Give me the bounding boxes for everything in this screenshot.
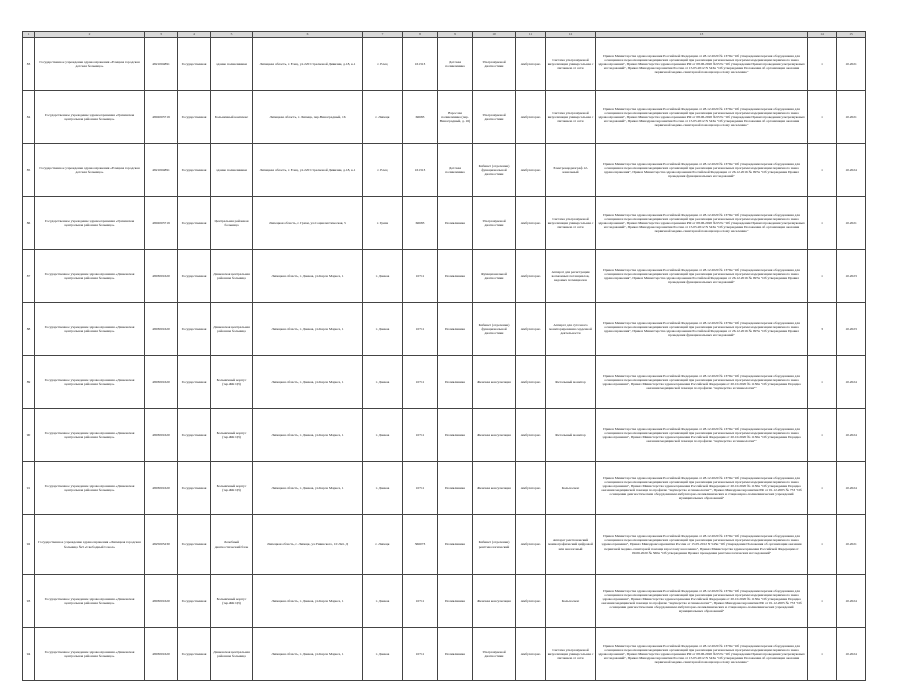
row-number-cell[interactable]: 84 (23, 91, 35, 144)
address-cell[interactable]: Липецкая область, г. Грязи, ул.Социалистическая, 5 (253, 197, 363, 250)
equipment-cell[interactable]: Электрокардиограф 12-канальный (546, 144, 596, 197)
unit-cell[interactable]: Женская консультация (473, 462, 516, 515)
city-cell[interactable]: г. Данков (363, 356, 403, 409)
quantity-cell[interactable]: 1 (808, 144, 837, 197)
city-cell[interactable]: г. Елец (363, 38, 403, 91)
row-number-cell[interactable]: 92 (23, 515, 35, 575)
inn-cell[interactable]: 4821004891 (145, 38, 178, 91)
row-number-cell[interactable]: 90 (23, 409, 35, 462)
row-number-cell[interactable]: 91 (23, 462, 35, 515)
organization-cell[interactable]: Государственное учреждение здравоохранения «Липецкая городская больница №3 «Свободный Сокол» (35, 515, 145, 575)
ownership-cell[interactable]: Государственная (178, 38, 211, 91)
regulation-cell[interactable]: Приказ Министерства здравоохранения Российской Федерации от 28.12.2020 № 1379н "Об утверждении перечня оборудования для оснащения и переоснащения медицинских организаций при реализации региональных программ модернизации первичного звена здравоохранения", Приказ Министерства здравоохранения РФ от 08.06.2020 №557н "Об утверждении Правил проведения ультразвуковых исследований", Приказ Минздравсоцразвития России от 15.05.2012 N 543н "Об утверждении Положения об организации оказания первичной медико-санитарной помощи взрослому населению" (596, 628, 808, 681)
city-cell[interactable]: г. Данков (363, 409, 403, 462)
column-header[interactable]: 14 (808, 32, 837, 38)
organization-cell[interactable]: Государственное учреждение здравоохранения «Елецкая городская детская больница» (35, 38, 145, 91)
city-cell[interactable]: г. Грязи (363, 197, 403, 250)
facility-type-cell[interactable]: Поликлиника (438, 303, 473, 356)
inn-cell[interactable]: 4803001620 (145, 303, 178, 356)
organization-cell[interactable]: Государственное учреждение здравоохранения «Данковская центральная районная больница» (35, 409, 145, 462)
code-cell[interactable]: 66683 (403, 197, 438, 250)
care-mode-cell[interactable]: Амбулаторно (516, 515, 546, 575)
table-row (23, 197, 866, 250)
facility-type-cell[interactable]: Взрослая поликлиника (пер. Виноградный, д. 16) (438, 91, 473, 144)
quantity-cell[interactable]: 3 (808, 303, 837, 356)
organization-cell[interactable]: Государственное учреждение здравоохранения «Данковская центральная районная больница» (35, 250, 145, 303)
inn-cell[interactable]: 4803001620 (145, 409, 178, 462)
table-row (23, 409, 866, 462)
regulation-cell[interactable]: Приказ Министерства здравоохранения Российской Федерации от 28.12.2020 № 1379н "Об утверждении перечня оборудования для оснащения и переоснащения медицинских организаций при реализации региональных программ модернизации первичного звена здравоохранения", Приказ Министерства здравоохранения РФ от 08.06.2020 №557н "Об утверждении Правил проведения ультразвуковых исследований", Приказ Минздравсоцразвития России от 15.05.2012 N 543н "Об утверждении Положения об организации оказания первичной медико-санитарной помощи взрослому населению" (596, 91, 808, 144)
code-cell[interactable]: 10711 (403, 628, 438, 681)
facility-type-cell[interactable]: Поликлиника (438, 515, 473, 575)
unit-cell[interactable]: Женская консультация (473, 409, 516, 462)
code-cell[interactable]: 366073 (403, 515, 438, 575)
code-cell[interactable]: 10711 (403, 462, 438, 515)
unit-cell[interactable]: Ультразвуковой диагностики (473, 91, 516, 144)
address-cell[interactable]: Липецкая область, г. Данков, ул.Карла Маркса, 1 (253, 575, 363, 628)
ownership-cell[interactable]: Государственная (178, 515, 211, 575)
building-cell[interactable]: Центральная районная больница (211, 197, 253, 250)
city-cell[interactable]: г. Данков (363, 575, 403, 628)
regulation-cell[interactable]: Приказ Министерства здравоохранения Российской Федерации от 28.12.2020 № 1379н "Об утверждении перечня оборудования для оснащения и переоснащения медицинских организаций при реализации региональных программ модернизации первичного звена здравоохранения", Приказ Министерства здравоохранения РФ от 08.06.2020 №557н "Об утверждении Правил проведения ультразвуковых исследований", Приказ Минздравсоцразвития России от 15.05.2012 N 543н "Об утверждении Положения об организации оказания первичной медико-санитарной помощи взрослому населению" (596, 38, 808, 91)
equipment-cell[interactable]: Аппарат для суточного мониторирования сердечной деятельности (546, 303, 596, 356)
unit-cell[interactable]: Ультразвуковой диагностики (473, 38, 516, 91)
city-cell[interactable]: г. Липецк (363, 515, 403, 575)
spreadsheet (22, 31, 866, 681)
facility-type-cell[interactable]: Детская поликлиника (438, 144, 473, 197)
inn-cell[interactable]: 4802003719 (145, 91, 178, 144)
organization-cell[interactable]: Государственное учреждение здравоохранения «Грязинская центральная районная больница» (35, 91, 145, 144)
date-cell[interactable]: 10.2023 (837, 250, 866, 303)
city-cell[interactable]: г. Липецк (363, 91, 403, 144)
care-mode-cell[interactable]: Амбулаторно (516, 628, 546, 681)
building-cell[interactable]: Больничный корпус (тер.ЖК ЦЗ) (211, 575, 253, 628)
address-cell[interactable]: Липецкая область, г. Данков, ул.Карла Маркса, 1 (253, 250, 363, 303)
inn-cell[interactable]: 4803001620 (145, 575, 178, 628)
regulation-cell[interactable]: Приказ Министерства здравоохранения Российской Федерации от 28.12.2020 № 1379н "Об утверждении перечня оборудования для оснащения и переоснащения медицинских организаций при реализации региональных программ модернизации первичного звена здравоохранения", Приказ Министерства здравоохранения Российской Федерации от 20.10.2020 № 1130н "Об утверждении Порядка оказания медицинской помощи по профилю "акушерство и гинекология"", Приказ Минздравсоцразвития РФ от 01.12.2005 № 753 "Об оснащении диагностическим оборудованием амбулаторно-поликлинических и стационарно-поликлинических учреждений муниципальных образований" (596, 462, 808, 515)
column-header[interactable]: 12 (546, 32, 596, 38)
ownership-cell[interactable]: Государственная (178, 250, 211, 303)
ownership-cell[interactable]: Государственная (178, 144, 211, 197)
table-row (23, 515, 866, 575)
row-number-cell[interactable]: 87 (23, 250, 35, 303)
code-cell[interactable]: 10711 (403, 250, 438, 303)
address-cell[interactable]: Липецкая область, г. Данков, ул.Карла Маркса, 1 (253, 628, 363, 681)
ownership-cell[interactable]: Государственная (178, 91, 211, 144)
date-cell[interactable]: 10.2021 (837, 38, 866, 91)
equipment-cell[interactable]: Система ультразвуковой визуализации универсальная с питанием от сети (546, 628, 596, 681)
table-row (23, 303, 866, 356)
facility-type-cell[interactable]: Детская поликлиника (438, 38, 473, 91)
building-cell[interactable]: здание поликлиники (211, 144, 253, 197)
regulation-cell[interactable]: Приказ Министерства здравоохранения Российской Федерации от 28.12.2020 № 1379н "Об утверждении перечня оборудования для оснащения и переоснащения медицинских организаций при реализации региональных программ модернизации первичного звена здравоохранения", Приказ Минздравсоцразвития России от 15.05.2012 N 543н "Об утверждении Положения об организации оказания первичной медико-санитарной помощи взрослому населению", Приказ Министерства здравоохранения Российской Федерации от 09.06.2020 № 560н "Об утверждении Правил проведения рентгенологических исследований" (596, 515, 808, 575)
column-header[interactable]: 9 (438, 32, 473, 38)
ownership-cell[interactable]: Государственная (178, 575, 211, 628)
care-mode-cell[interactable]: Амбулаторно (516, 38, 546, 91)
code-cell[interactable]: 161313 (403, 144, 438, 197)
regulation-cell[interactable]: Приказ Министерства здравоохранения Российской Федерации от 28.12.2020 № 1379н "Об утверждении перечня оборудования для оснащения и переоснащения медицинских организаций при реализации региональных программ модернизации первичного звена здравоохранения", Приказ Министерства здравоохранения Российской Федерации от 20.10.2020 № 1130н "Об утверждении Порядка оказания медицинской помощи по профилю "акушерство и гинекология"" (596, 409, 808, 462)
unit-cell[interactable]: Кабинет (отделение) функциональной диагностики (473, 303, 516, 356)
table-row (23, 462, 866, 515)
code-cell[interactable]: 10711 (403, 303, 438, 356)
ownership-cell[interactable]: Государственная (178, 462, 211, 515)
regulation-cell[interactable]: Приказ Министерства здравоохранения Российской Федерации от 28.12.2020 № 1379н "Об утверждении перечня оборудования для оснащения и переоснащения медицинских организаций при реализации региональных программ модернизации первичного звена здравоохранения", Приказ Министерства здравоохранения Российской Федерации от 20.10.2020 № 1130н "Об утверждении Порядка оказания медицинской помощи по профилю "акушерство и гинекология"" (596, 356, 808, 409)
equipment-cell[interactable]: Система ультразвуковой визуализации универсальная с питанием от сети (546, 197, 596, 250)
organization-cell[interactable]: Государственное учреждение здравоохранения «Данковская центральная районная больница» (35, 575, 145, 628)
organization-cell[interactable]: Государственное учреждение здравоохранения «Данковская центральная районная больница» (35, 628, 145, 681)
table-row (23, 144, 866, 197)
city-cell[interactable]: г. Данков (363, 628, 403, 681)
organization-cell[interactable]: Государственное учреждение здравоохранения «Данковская центральная районная больница» (35, 303, 145, 356)
equipment-cell[interactable]: Система ультразвуковой визуализации универсальная с питанием от сети (546, 38, 596, 91)
organization-cell[interactable]: Государственное учреждение здравоохранения «Грязинская центральная районная больница» (35, 197, 145, 250)
quantity-cell[interactable]: 1 (808, 575, 837, 628)
column-header[interactable]: 5 (211, 32, 253, 38)
inn-cell[interactable]: 4821004891 (145, 144, 178, 197)
column-header[interactable]: 1 (23, 32, 35, 38)
address-cell[interactable]: Липецкая область, г. Липецк, ул.Ушинского, 10 Лит. Д (253, 515, 363, 575)
ownership-cell[interactable]: Государственная (178, 197, 211, 250)
care-mode-cell[interactable]: Амбулаторно (516, 144, 546, 197)
organization-cell[interactable]: Государственное учреждение здравоохранения «Данковская центральная районная больница» (35, 462, 145, 515)
equipment-cell[interactable]: Кольпоскоп (546, 462, 596, 515)
ownership-cell[interactable]: Государственная (178, 356, 211, 409)
quantity-cell[interactable]: 1 (808, 628, 837, 681)
code-cell[interactable]: 66683 (403, 91, 438, 144)
city-cell[interactable]: г. Елец (363, 144, 403, 197)
ownership-cell[interactable]: Государственная (178, 409, 211, 462)
building-cell[interactable]: Данковская центральная районная больница (211, 628, 253, 681)
address-cell[interactable]: Липецкая область, г. Данков, ул.Карла Маркса, 1 (253, 356, 363, 409)
date-cell[interactable]: 10.2024 (837, 575, 866, 628)
quantity-cell[interactable]: 1 (808, 356, 837, 409)
table-row (23, 250, 866, 303)
organization-cell[interactable]: Государственное учреждение здравоохранения «Елецкая городская детская больница» (35, 144, 145, 197)
equipment-cell[interactable]: Фетальный монитор (546, 409, 596, 462)
code-cell[interactable]: 10711 (403, 409, 438, 462)
unit-cell[interactable]: Ультразвуковой диагностики (473, 628, 516, 681)
column-header[interactable]: 2 (35, 32, 145, 38)
care-mode-cell[interactable]: Амбулаторно (516, 91, 546, 144)
unit-cell[interactable]: Кабинет (отделение) функциональной диагностики (473, 144, 516, 197)
address-cell[interactable]: Липецкая область, г. Липецк, пер.Виноградный, 16 (253, 91, 363, 144)
inn-cell[interactable]: 4825005230 (145, 515, 178, 575)
inn-cell[interactable]: 4803001620 (145, 628, 178, 681)
facility-type-cell[interactable]: Поликлиника (438, 197, 473, 250)
table-row (23, 91, 866, 144)
city-cell[interactable]: г. Данков (363, 462, 403, 515)
building-cell[interactable]: Данковская центральная районная больница (211, 303, 253, 356)
regulation-cell[interactable]: Приказ Министерства здравоохранения Российской Федерации от 28.12.2020 № 1379н "Об утверждении перечня оборудования для оснащения и переоснащения медицинских организаций при реализации региональных программ модернизации первичного звена здравоохранения", Приказ Министерства здравоохранения Российской Федерации от 26.12.2016 № 997н "Об утверждении Правил проведения функциональных исследований" (596, 250, 808, 303)
row-number-cell[interactable]: 93 (23, 575, 35, 628)
quantity-cell[interactable]: 1 (808, 91, 837, 144)
building-cell[interactable]: Лечебный диагностический блок (211, 515, 253, 575)
quantity-cell[interactable]: 1 (808, 409, 837, 462)
building-cell[interactable]: Больничный корпус (тер.ЖК ЦЗ) (211, 462, 253, 515)
code-cell[interactable]: 10711 (403, 356, 438, 409)
regulation-cell[interactable]: Приказ Министерства здравоохранения Российской Федерации от 28.12.2020 № 1379н "Об утверждении перечня оборудования для оснащения и переоснащения медицинских организаций при реализации региональных программ модернизации первичного звена здравоохранения", Приказ Министерства здравоохранения Российской Федерации от 26.12.2016 № 997н "Об утверждении Правил проведения функциональных исследований" (596, 144, 808, 197)
equipment-table (22, 31, 866, 681)
equipment-cell[interactable]: Кольпоскоп (546, 575, 596, 628)
quantity-cell[interactable]: 1 (808, 197, 837, 250)
date-cell[interactable]: 10.2024 (837, 628, 866, 681)
inn-cell[interactable]: 4803001620 (145, 462, 178, 515)
building-cell[interactable]: Больничный корпус (тер.ЖК ЦЗ) (211, 356, 253, 409)
column-header[interactable]: 6 (253, 32, 363, 38)
column-header[interactable]: 8 (403, 32, 438, 38)
equipment-cell[interactable]: Аппарат для регистрации возможных потенциалов, ведомых потенциалов (546, 250, 596, 303)
table-row (23, 356, 866, 409)
facility-type-cell[interactable]: Поликлиника (438, 575, 473, 628)
building-cell[interactable]: здание поликлиники (211, 38, 253, 91)
quantity-cell[interactable]: 1 (808, 462, 837, 515)
column-header[interactable]: 7 (363, 32, 403, 38)
table-row (23, 575, 866, 628)
code-cell[interactable]: 161313 (403, 38, 438, 91)
care-mode-cell[interactable]: Амбулаторно (516, 356, 546, 409)
equipment-cell[interactable]: Аппарат рентгеновский маммографический цифровой или аналоговый (546, 515, 596, 575)
building-cell[interactable]: Больничный комплекс (211, 91, 253, 144)
row-number-cell[interactable]: 86 (23, 197, 35, 250)
organization-cell[interactable]: Государственное учреждение здравоохранения «Данковская центральная районная больница» (35, 356, 145, 409)
regulation-cell[interactable]: Приказ Министерства здравоохранения Российской Федерации от 28.12.2020 № 1379н "Об утверждении перечня оборудования для оснащения и переоснащения медицинских организаций при реализации региональных программ модернизации первичного звена здравоохранения", Приказ Министерства здравоохранения Российской Федерации от 20.10.2020 № 1130н "Об утверждении Порядка оказания медицинской помощи по профилю "акушерство и гинекология"", Приказ Минздравсоцразвития РФ от 01.12.2005 № 753 "Об оснащении диагностическим оборудованием амбулаторно-поликлинических и стационарно-поликлинических учреждений муниципальных образований" (596, 575, 808, 628)
care-mode-cell[interactable]: Амбулаторно (516, 197, 546, 250)
unit-cell[interactable]: Функциональной диагностики (473, 250, 516, 303)
date-cell[interactable]: 10.2024 (837, 462, 866, 515)
unit-cell[interactable]: Женская консультация (473, 356, 516, 409)
unit-cell[interactable]: Ультразвуковой диагностики (473, 197, 516, 250)
address-cell[interactable]: Липецкая область, г. Елец, ул.220 Стрелковой Дивизии, д.18, к.1 (253, 38, 363, 91)
date-cell[interactable]: 10.2024 (837, 356, 866, 409)
care-mode-cell[interactable]: Амбулаторно (516, 462, 546, 515)
address-cell[interactable]: Липецкая область, г. Данков, ул.Карла Маркса, 1 (253, 409, 363, 462)
date-cell[interactable]: 10.2023 (837, 303, 866, 356)
column-header[interactable]: 3 (145, 32, 178, 38)
column-header[interactable]: 13 (596, 32, 808, 38)
date-cell[interactable]: 10.2021 (837, 91, 866, 144)
unit-cell[interactable]: Кабинет (отделение) рентгенологический (473, 515, 516, 575)
code-cell[interactable]: 10711 (403, 575, 438, 628)
inn-cell[interactable]: 4802003719 (145, 197, 178, 250)
quantity-cell[interactable]: 1 (808, 38, 837, 91)
inn-cell[interactable]: 4803001620 (145, 250, 178, 303)
column-header[interactable]: 15 (837, 32, 866, 38)
table-body (23, 38, 866, 681)
quantity-cell[interactable]: 1 (808, 250, 837, 303)
regulation-cell[interactable]: Приказ Министерства здравоохранения Российской Федерации от 28.12.2020 № 1379н "Об утверждении перечня оборудования для оснащения и переоснащения медицинских организаций при реализации региональных программ модернизации первичного звена здравоохранения", Приказ Министерства здравоохранения Российской Федерации от 26.12.2016 № 997н "Об утверждении Правил проведения функциональных исследований" (596, 303, 808, 356)
date-cell[interactable]: 10.2021 (837, 197, 866, 250)
city-cell[interactable]: г. Данков (363, 303, 403, 356)
ownership-cell[interactable]: Государственная (178, 628, 211, 681)
column-header[interactable]: 4 (178, 32, 211, 38)
care-mode-cell[interactable]: Амбулаторно (516, 575, 546, 628)
care-mode-cell[interactable]: Амбулаторно (516, 409, 546, 462)
care-mode-cell[interactable]: Амбулаторно (516, 250, 546, 303)
regulation-cell[interactable]: Приказ Министерства здравоохранения Российской Федерации от 28.12.2020 № 1379н "Об утверждении перечня оборудования для оснащения и переоснащения медицинских организаций при реализации региональных программ модернизации первичного звена здравоохранения", Приказ Министерства здравоохранения РФ от 08.06.2020 №557н "Об утверждении Правил проведения ультразвуковых исследований", Приказ Минздравсоцразвития России от 15.05.2012 N 543н "Об утверждении Положения об организации оказания первичной медико-санитарной помощи взрослому населению" (596, 197, 808, 250)
care-mode-cell[interactable]: Амбулаторно (516, 303, 546, 356)
row-number-cell[interactable]: 94 (23, 628, 35, 681)
building-cell[interactable]: Больничный корпус (тер.ЖК ЦЗ) (211, 409, 253, 462)
address-cell[interactable]: Липецкая область, г. Елец, ул.220 Стрелковой Дивизии, д.18, к.1 (253, 144, 363, 197)
table-row (23, 38, 866, 91)
row-number-cell[interactable]: 88 (23, 303, 35, 356)
column-header[interactable]: 11 (516, 32, 546, 38)
ownership-cell[interactable]: Государственная (178, 303, 211, 356)
row-number-cell[interactable]: 85 (23, 144, 35, 197)
quantity-cell[interactable]: 1 (808, 515, 837, 575)
facility-type-cell[interactable]: Поликлиника (438, 462, 473, 515)
unit-cell[interactable]: Женская консультация (473, 575, 516, 628)
building-cell[interactable]: Данковская центральная районная больница (211, 250, 253, 303)
equipment-cell[interactable]: Система ультразвуковой визуализации универсальная с питанием от сети (546, 91, 596, 144)
facility-type-cell[interactable]: Поликлиника (438, 250, 473, 303)
address-cell[interactable]: Липецкая область, г. Данков, ул.Карла Маркса, 1 (253, 462, 363, 515)
row-number-cell[interactable]: 83 (23, 38, 35, 91)
row-number-cell[interactable]: 89 (23, 356, 35, 409)
column-header[interactable]: 10 (473, 32, 516, 38)
date-cell[interactable]: 10.2024 (837, 144, 866, 197)
date-cell[interactable]: 10.2024 (837, 409, 866, 462)
table-row (23, 628, 866, 681)
facility-type-cell[interactable]: Поликлиника (438, 356, 473, 409)
facility-type-cell[interactable]: Поликлиника (438, 409, 473, 462)
address-cell[interactable]: Липецкая область, г. Данков, ул.Карла Маркса, 1 (253, 303, 363, 356)
equipment-cell[interactable]: Фетальный монитор (546, 356, 596, 409)
facility-type-cell[interactable]: Поликлиника (438, 628, 473, 681)
city-cell[interactable]: г. Данков (363, 250, 403, 303)
inn-cell[interactable]: 4803001620 (145, 356, 178, 409)
date-cell[interactable]: 10.2021 (837, 515, 866, 575)
